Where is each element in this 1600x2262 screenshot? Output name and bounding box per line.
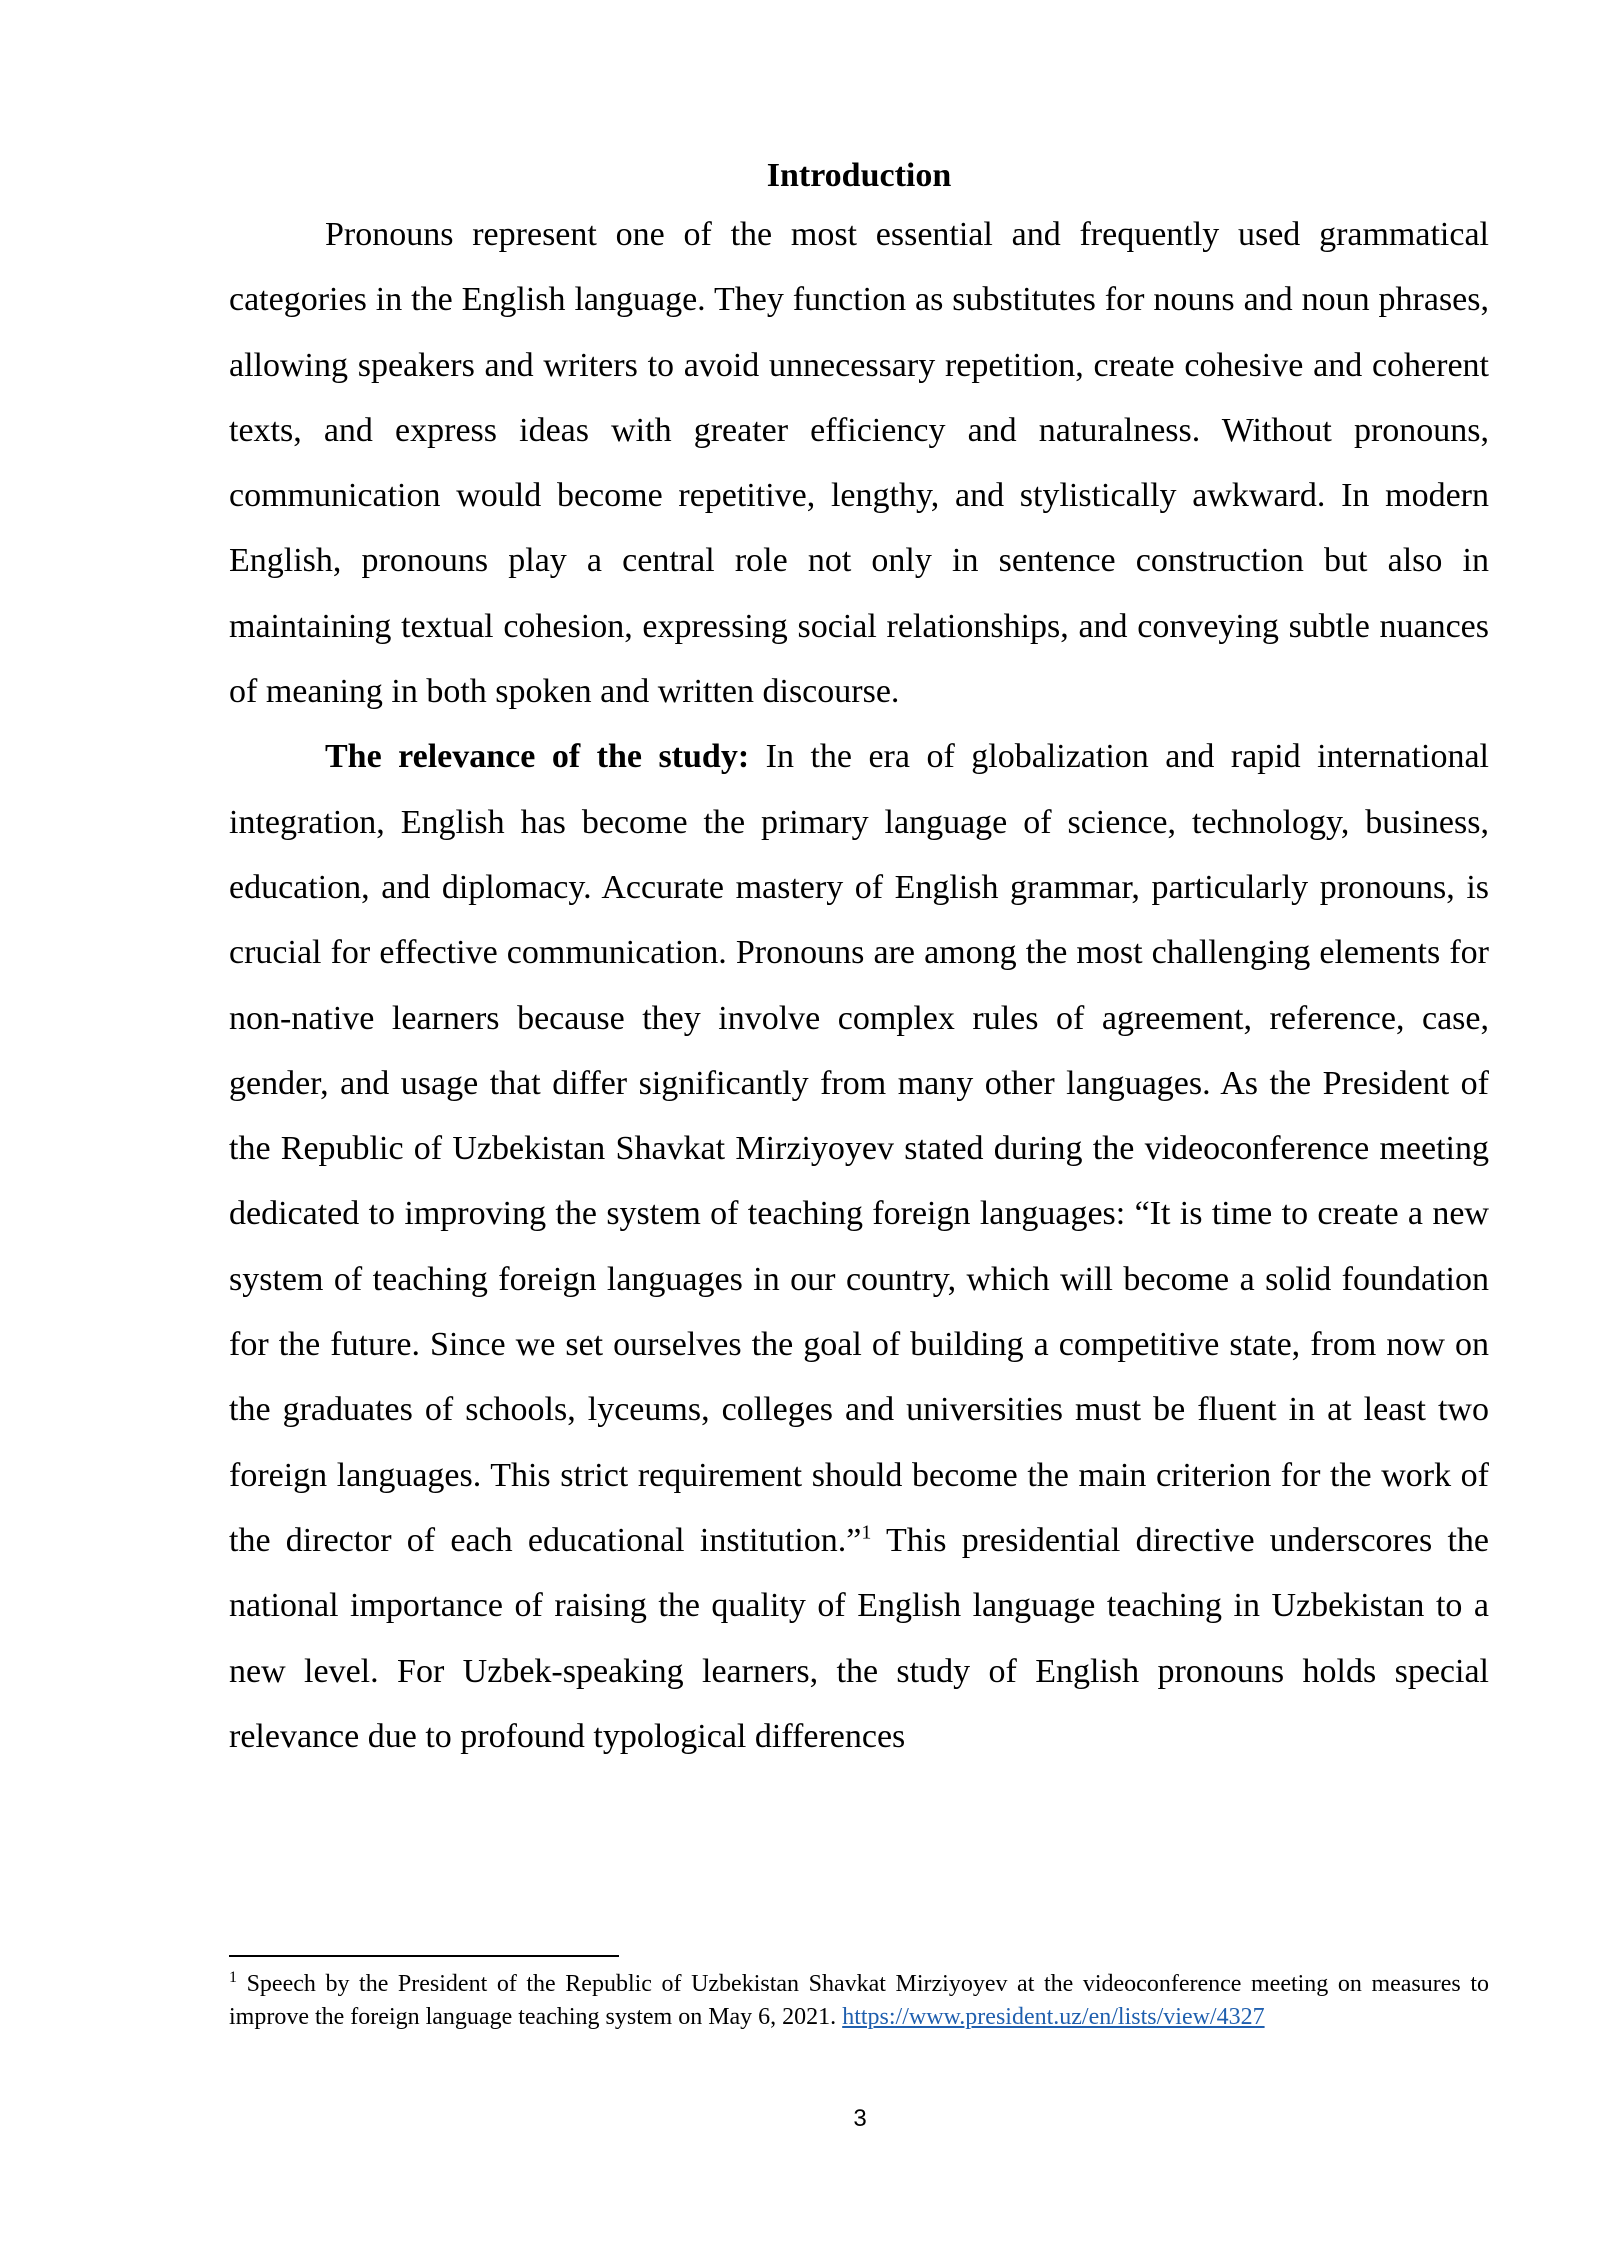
page-number: 3: [853, 2105, 867, 2132]
footnote-link[interactable]: https://www.president.uz/en/lists/view/4327: [842, 2004, 1265, 2030]
intro-paragraph: Pronouns represent one of the most essential and frequently used grammatical categories in the English language. They function as substitutes for nouns and noun phrases, allowing speakers and writers to avoid unnecessary repetition, create cohesive and coherent texts, and express ideas with greater efficiency and naturalness. Without pronouns, communication would become repetitive, lengthy, and stylistically awkward. In modern English, pronouns play a central role not only in sentence construction but also in maintaining textual cohesion, expressing social relationships, and conveying subtle nuances of meaning in both spoken and written discourse.: [229, 216, 1489, 711]
relevance-text: In the era of globalization and rapid international integration, English has become the primary language of science, technology, business, education, and diplomacy. Accurate mastery of English grammar, particularly pronouns, is crucial for effective communication. Pronouns are among the most challenging elements for non-native learners because they involve complex rules of agreement, reference, case, gender, and usage that differ significantly from many other languages. As the President of the Republic of Uzbekistan Shavkat Mirziyoyev stated during the videoconference meeting dedicated to improving the system of teaching foreign languages: “It is time to create a new system of teaching foreign languages in our country, which will become a solid foundation for the future. Since we set ourselves the goal of building a competitive state, from now on the graduates of schools, lyceums, colleges and universities must be fluent in at least two foreign languages. This strict requirement should become the main criterion for the work of the director of each educational institution.”: [229, 738, 1489, 1559]
relevance-heading: The relevance of the study:: [325, 738, 750, 776]
relevance-paragraph: [229, 724, 1489, 1769]
relevance-text-continued: This presidential directive underscores the national importance of raising the quality of English language teaching in Uzbekistan to a new level. For Uzbek-speaking learners, the study of English pronouns holds special relevance due to profound typological differences: [229, 1521, 1489, 1755]
footnote: [229, 1968, 1489, 2034]
main-text: [229, 150, 1489, 1769]
footnote-text: Speech by the President of the Republic of Uzbekistan Shavkat Mirziyoyev at the videoconference meeting on measures to improve the foreign language teaching system on May 6, 2021.: [229, 1971, 1489, 2030]
footnote-separator: [229, 1955, 619, 1957]
footnote-reference[interactable]: 1: [861, 1521, 872, 1544]
page-title: Introduction: [766, 157, 952, 194]
footnote-mark: 1: [229, 1969, 237, 1986]
